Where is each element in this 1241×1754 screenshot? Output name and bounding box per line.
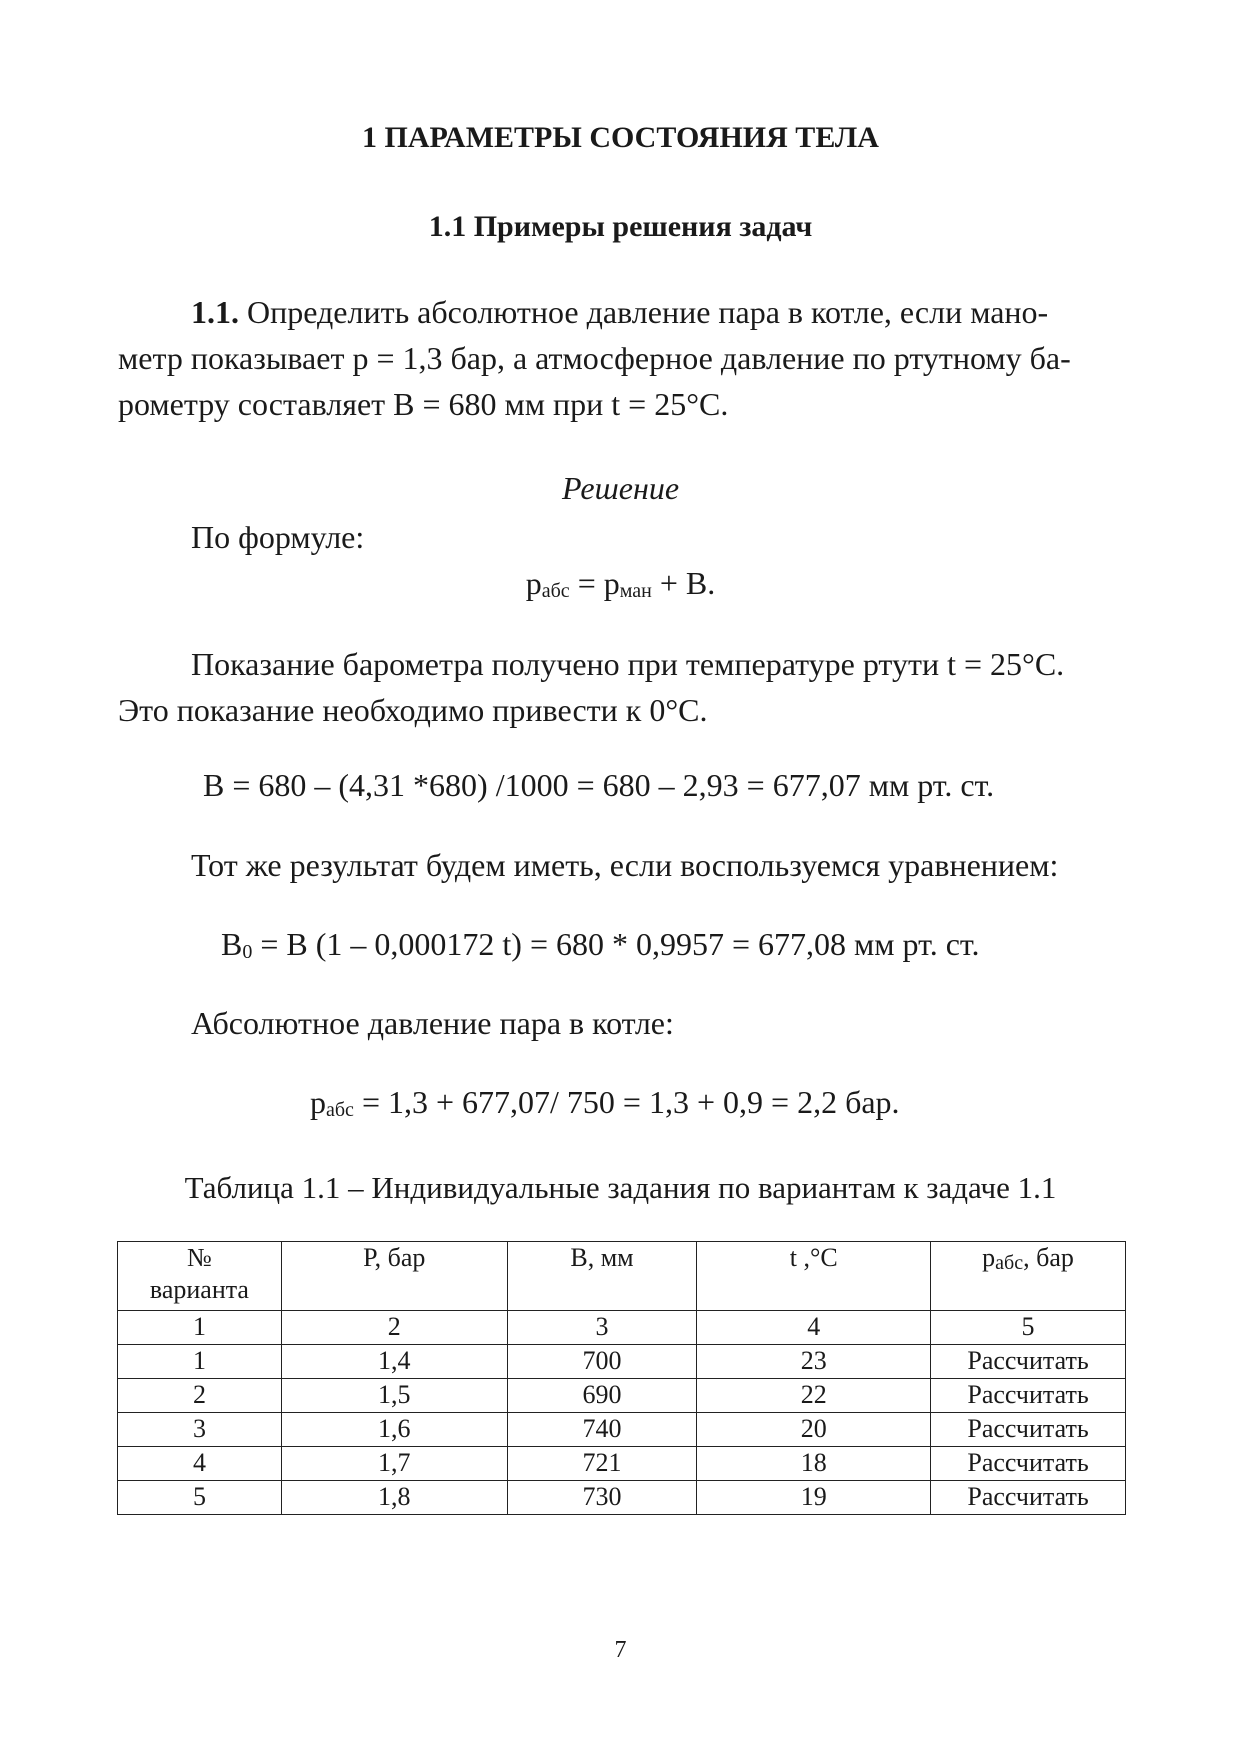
- table-cell: 5: [931, 1311, 1126, 1345]
- table-cell: Рассчитать: [931, 1481, 1126, 1515]
- formula-b0: $B_0 = B$ (1 – 0,000172 t) = 680 * 0,9957 = 677,08 мм рт. ст.: [221, 926, 980, 963]
- table-row: [118, 1481, 1126, 1515]
- table-cell: Рассчитать: [931, 1413, 1126, 1447]
- table-header-row: [118, 1242, 1126, 1311]
- formula-barometer-correction: B = 680 – (4,31 *680) /1000 = 680 – 2,93 = 677,07 мм рт. ст.: [203, 767, 995, 803]
- table-cell: 1,5: [281, 1379, 507, 1413]
- table-cell: 1,4: [281, 1345, 507, 1379]
- page-number: 7: [614, 1637, 627, 1663]
- table-cell: 1,7: [281, 1447, 507, 1481]
- table-cell: 721: [507, 1447, 697, 1481]
- table-cell: 700: [507, 1345, 697, 1379]
- table-cell: Рассчитать: [931, 1447, 1126, 1481]
- table-cell: 1,8: [281, 1481, 507, 1515]
- table-cell: 22: [697, 1379, 931, 1413]
- problem-line-1: Определить абсолютное давление пара в котле, если мано-: [247, 294, 1049, 330]
- problem-number: 1.1.: [191, 294, 239, 330]
- table-cell: 690: [507, 1379, 697, 1413]
- barometer-line-2: Это показание необходимо привести к 0°C.: [118, 692, 708, 728]
- variants-table: [117, 1241, 1126, 1515]
- table-row: [118, 1413, 1126, 1447]
- table-cell: 20: [697, 1413, 931, 1447]
- table-row: [118, 1345, 1126, 1379]
- table-cell: 5: [118, 1481, 282, 1515]
- table-cell: 2: [118, 1379, 282, 1413]
- solution-heading: Решение: [561, 470, 680, 506]
- problem-line-3: рометру составляет B = 680 мм при t = 25°C.: [118, 386, 729, 422]
- table-cell: 23: [697, 1345, 931, 1379]
- barometer-paragraph: [118, 641, 1126, 733]
- table-cell: 740: [507, 1413, 697, 1447]
- table-caption: Таблица 1.1 – Индивидуальные задания по вариантам к задаче 1.1: [184, 1170, 1057, 1205]
- table-cell: Рассчитать: [931, 1379, 1126, 1413]
- formula-result: $p_{абс} = 1,3 + 677,07/$ 750 = 1,3 + 0,9 = 2,2 бар.: [310, 1084, 900, 1121]
- table-cell: 4: [118, 1447, 282, 1481]
- problem-line-2: метр показывает p = 1,3 бар, а атмосферное давление по ртутному ба-: [118, 340, 1071, 376]
- same-result-text: Тот же результат будем иметь, если воспользуемся уравнением:: [191, 847, 1059, 883]
- table-cell: 1: [118, 1311, 282, 1345]
- table-cell: 4: [697, 1311, 931, 1345]
- barometer-line-1: Показание барометра получено при температуре ртути t = 25°C.: [191, 646, 1065, 682]
- table-cell: 2: [281, 1311, 507, 1345]
- header-abs-pressure: $p_{абс}$, бар: [931, 1242, 1126, 1311]
- header-pressure: P, бар: [281, 1242, 507, 1311]
- table-cell: 1,6: [281, 1413, 507, 1447]
- by-formula-label: По формуле:: [191, 519, 365, 555]
- table-cell: Рассчитать: [931, 1345, 1126, 1379]
- abs-pressure-text: Абсолютное давление пара в котле:: [191, 1005, 674, 1041]
- table-row: [118, 1379, 1126, 1413]
- formula-abs-pressure: $p_{абс} = p_{ман} + B$.: [525, 565, 716, 602]
- section-title: 1.1 Примеры решения задач: [428, 210, 813, 243]
- header-barometer: B, мм: [507, 1242, 697, 1311]
- problem-statement: [118, 289, 1126, 427]
- header-variant: № варианта: [118, 1242, 282, 1311]
- table-cell: 18: [697, 1447, 931, 1481]
- table-cell: 730: [507, 1481, 697, 1515]
- chapter-title: 1 ПАРАМЕТРЫ СОСТОЯНИЯ ТЕЛА: [362, 121, 879, 154]
- table-cell: 3: [507, 1311, 697, 1345]
- table-row: [118, 1447, 1126, 1481]
- table-cell: 1: [118, 1345, 282, 1379]
- header-temperature: t ,°C: [697, 1242, 931, 1311]
- table-index-row: [118, 1311, 1126, 1345]
- table-cell: 3: [118, 1413, 282, 1447]
- table-cell: 19: [697, 1481, 931, 1515]
